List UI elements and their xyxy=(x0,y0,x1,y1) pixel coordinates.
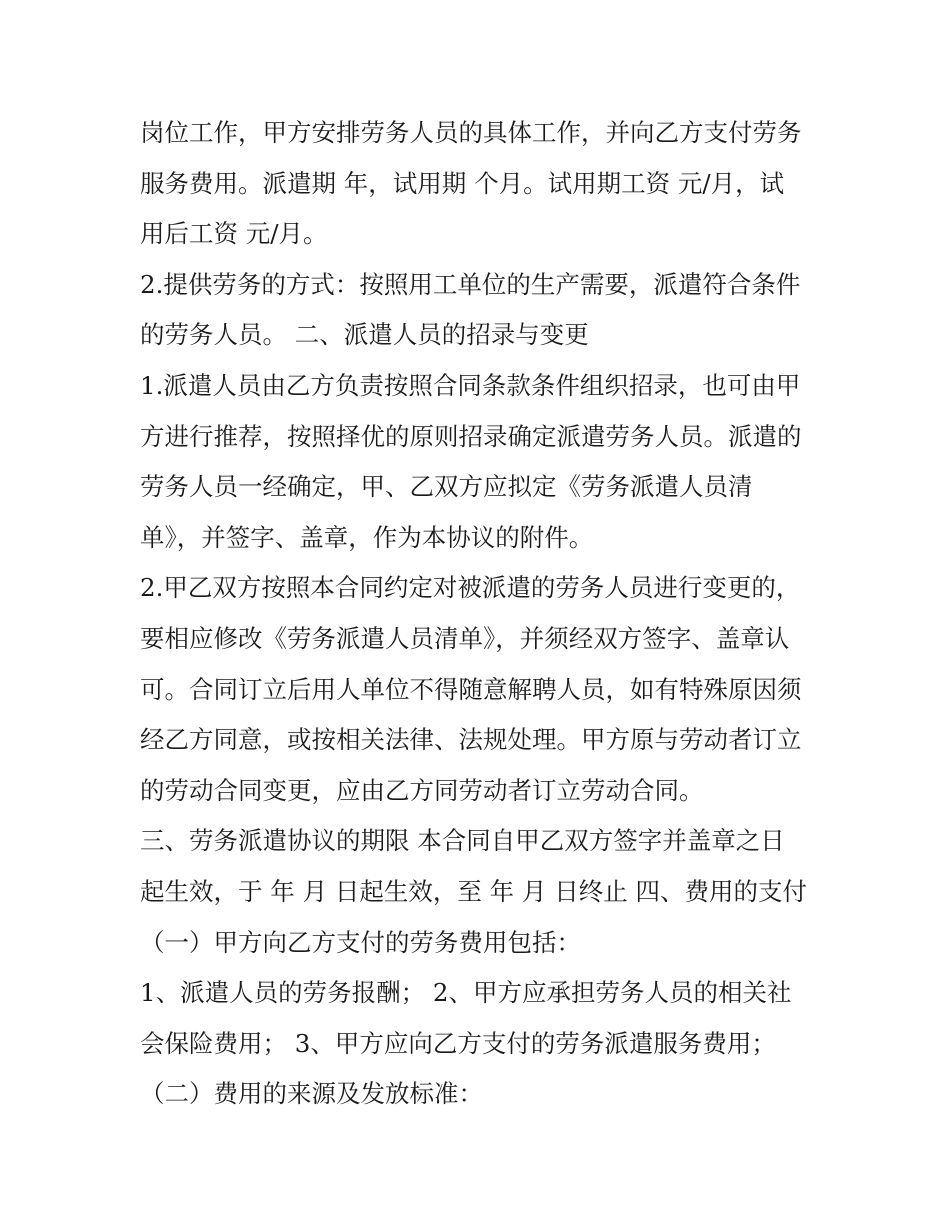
text-line: 经乙方同意，或按相关法律、法规处理。甲方原与劳动者订立 xyxy=(140,725,802,755)
text-line: 可。合同订立后用人单位不得随意解聘人员，如有特殊原因须 xyxy=(140,674,802,704)
text-line: 的劳动合同变更，应由乙方同劳动者订立劳动合同。 xyxy=(140,775,704,805)
text-line: 三、劳务派遣协议的期限 本合同自甲乙双方签字并盖章之日 xyxy=(140,826,785,856)
text-line: （二）费用的来源及发放标准： xyxy=(140,1079,483,1109)
text-line: 起生效，于 年 月 日起生效，至 年 月 日终止 四、费用的支付 xyxy=(140,876,808,906)
text-line: （一）甲方向乙方支付的劳务费用包括： xyxy=(140,927,581,957)
text-line: 岗位工作，甲方安排劳务人员的具体工作，并向乙方支付劳务 xyxy=(140,118,802,147)
text-line: 用后工资 元/月。 xyxy=(140,219,328,249)
text-line: 2.提供劳务的方式：按照用工单位的生产需要，派遣符合条件 xyxy=(140,269,801,299)
text-line: 服务费用。派遣期 年，试用期 个月。试用期工资 元/月，试 xyxy=(140,168,785,198)
text-line: 2.甲乙双方按照本合同约定对被派遣的劳务人员进行变更的， xyxy=(140,573,801,603)
text-line: 要相应修改《劳务派遣人员清单》，并须经双方签字、盖章认 xyxy=(140,623,790,653)
text-line: 1、派遣人员的劳务报酬； 2、甲方应承担劳务人员的相关社 xyxy=(140,978,792,1008)
text-line: 会保险费用； 3、甲方应向乙方支付的劳务派遣服务费用； xyxy=(140,1028,776,1058)
text-line: 1.派遣人员由乙方负责按照合同条款条件组织招录，也可由甲 xyxy=(140,370,801,400)
text-line: 单》，并签字、盖章，作为本协议的附件。 xyxy=(140,522,594,552)
text-line: 的劳务人员。 二、派遣人员的招录与变更 xyxy=(140,320,589,350)
text-line: 劳务人员一经确定，甲、乙双方应拟定《劳务派遣人员清 xyxy=(140,472,753,502)
contract-body-text xyxy=(140,108,820,1120)
text-line: 方进行推荐，按照择优的原则招录确定派遣劳务人员。派遣的 xyxy=(140,421,802,451)
